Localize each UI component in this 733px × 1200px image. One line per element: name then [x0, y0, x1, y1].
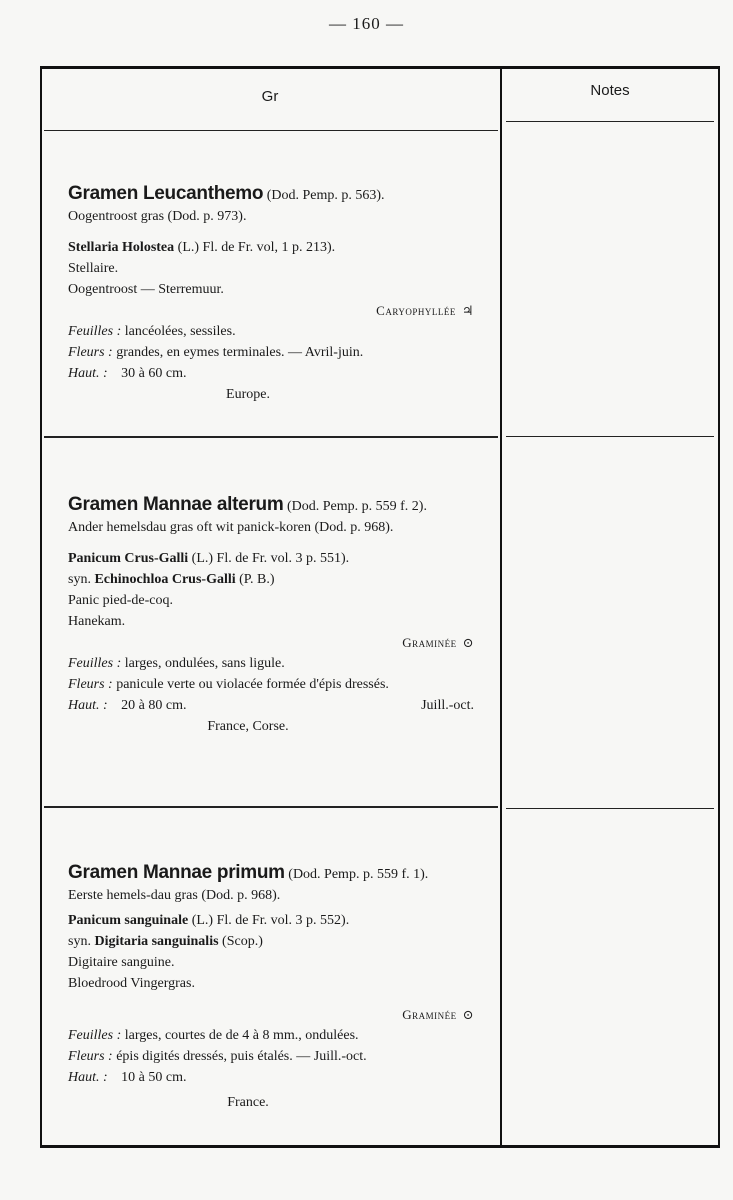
family-name: Graminée	[402, 635, 457, 650]
flowers-line	[68, 674, 488, 695]
scientific-ref: (L.) Fl. de Fr. vol. 3 p. 551).	[191, 551, 350, 566]
region: France.	[227, 1095, 269, 1110]
common-name: Bloedrood Vingergras.	[68, 976, 195, 991]
entry-title-line	[68, 183, 488, 206]
scientific-name: Panicum Crus-Galli	[68, 551, 189, 566]
flowers-label: Fleurs :	[68, 345, 113, 360]
synonym-name: Digitaria sanguinalis	[94, 934, 219, 949]
entry-title-line	[68, 494, 488, 517]
region: Europe.	[226, 387, 270, 402]
flowers-label: Fleurs :	[68, 677, 113, 692]
page-number: — 160 —	[329, 14, 404, 33]
family-line	[68, 1004, 488, 1025]
entry-separator-1-main	[44, 436, 498, 438]
entry-gramen-leucanthemo	[68, 183, 488, 405]
common-name: Panic pied-de-coq.	[68, 593, 173, 608]
entry-title-ref: (Dod. Pemp. p. 559 f. 1).	[288, 867, 429, 882]
leaves-text: larges, courtes de de 4 à 8 mm., ondulées.	[124, 1028, 359, 1043]
flowers-text: panicule verte ou violacée formée d'épis dressés.	[116, 677, 389, 692]
header-notes: Notes	[590, 82, 630, 99]
header-rule-notes	[506, 121, 714, 122]
scientific-name-line	[68, 910, 488, 931]
height-text: 30 à 60 cm.	[121, 366, 187, 381]
height-line	[68, 363, 488, 384]
dutch-name: Oogentroost gras (Dod. p. 973).	[68, 209, 247, 224]
synonym-label: syn.	[68, 934, 91, 949]
scientific-name: Panicum sanguinale	[68, 913, 189, 928]
entry-title: Gramen Mannae primum	[68, 862, 285, 883]
scientific-name: Stellaria Holostea	[68, 240, 175, 255]
entry-title: Gramen Leucanthemo	[68, 183, 264, 204]
leaves-label: Feuilles :	[68, 324, 122, 339]
synonym-ref: (Scop.)	[222, 934, 263, 949]
scientific-name-line	[68, 237, 488, 258]
family-name: Caryophyllée	[376, 303, 456, 318]
flowers-label: Fleurs :	[68, 1049, 113, 1064]
leaves-label: Feuilles :	[68, 1028, 122, 1043]
flowers-text: grandes, en eymes terminales. — Avril-juin.	[116, 345, 364, 360]
entry-gramen-mannae-alterum	[68, 494, 488, 737]
synonym-line	[68, 569, 488, 590]
dutch-name: Eerste hemels-dau gras (Dod. p. 968).	[68, 888, 281, 903]
annual-symbol-icon: ⊙	[462, 635, 474, 650]
scientific-ref: (L.) Fl. de Fr. vol, 1 p. 213).	[177, 240, 336, 255]
perennial-symbol-icon: ♃	[461, 303, 474, 318]
height-label: Haut. :	[68, 366, 108, 381]
leaves-label: Feuilles :	[68, 656, 122, 671]
common-name: Oogentroost — Sterremuur.	[68, 282, 224, 297]
flowers-line	[68, 342, 488, 363]
entry-title-ref: (Dod. Pemp. p. 563).	[266, 188, 385, 203]
scientific-name-line	[68, 548, 488, 569]
synonym-name: Echinochloa Crus-Galli	[94, 572, 236, 587]
flowering-period: Juill.-oct.	[421, 698, 474, 713]
leaves-text: larges, ondulées, sans ligule.	[124, 656, 285, 671]
header-rule-main	[44, 130, 498, 131]
entry-title: Gramen Mannae alterum	[68, 494, 284, 515]
synonym-label: syn.	[68, 572, 91, 587]
entry-separator-1-notes	[506, 436, 714, 437]
leaves-line	[68, 653, 488, 674]
entry-gramen-mannae-primum	[68, 862, 488, 1113]
family-line	[68, 632, 488, 653]
flowers-line	[68, 1046, 488, 1067]
leaves-line	[68, 321, 488, 342]
family-name: Graminée	[402, 1007, 457, 1022]
column-divider	[500, 66, 502, 1148]
entry-separator-2-notes	[506, 808, 714, 809]
height-line	[68, 1067, 488, 1088]
height-line	[68, 695, 488, 716]
height-text: 10 à 50 cm.	[121, 1070, 187, 1085]
leaves-line	[68, 1025, 488, 1046]
dutch-name: Ander hemelsdau gras oft wit panick-koren (Dod. p. 968).	[68, 520, 394, 535]
common-name: Digitaire sanguine.	[68, 955, 175, 970]
region: France, Corse.	[207, 719, 289, 734]
synonym-ref: (P. B.)	[239, 572, 275, 587]
common-name: Hanekam.	[68, 614, 126, 629]
entry-separator-2-main	[44, 806, 498, 808]
flowers-text: épis digités dressés, puis étalés. — Juill.-oct.	[116, 1049, 367, 1064]
common-name: Stellaire.	[68, 261, 119, 276]
entry-title-line	[68, 862, 488, 885]
entry-title-ref: (Dod. Pemp. p. 559 f. 2).	[286, 499, 427, 514]
scientific-ref: (L.) Fl. de Fr. vol. 3 p. 552).	[191, 913, 350, 928]
leaves-text: lancéolées, sessiles.	[124, 324, 236, 339]
height-label: Haut. :	[68, 1070, 108, 1085]
family-line	[68, 300, 488, 321]
synonym-line	[68, 931, 488, 952]
header-main: Gr	[261, 88, 279, 105]
height-text: 20 à 80 cm.	[121, 698, 187, 713]
height-label: Haut. :	[68, 698, 108, 713]
annual-symbol-icon: ⊙	[462, 1007, 474, 1022]
